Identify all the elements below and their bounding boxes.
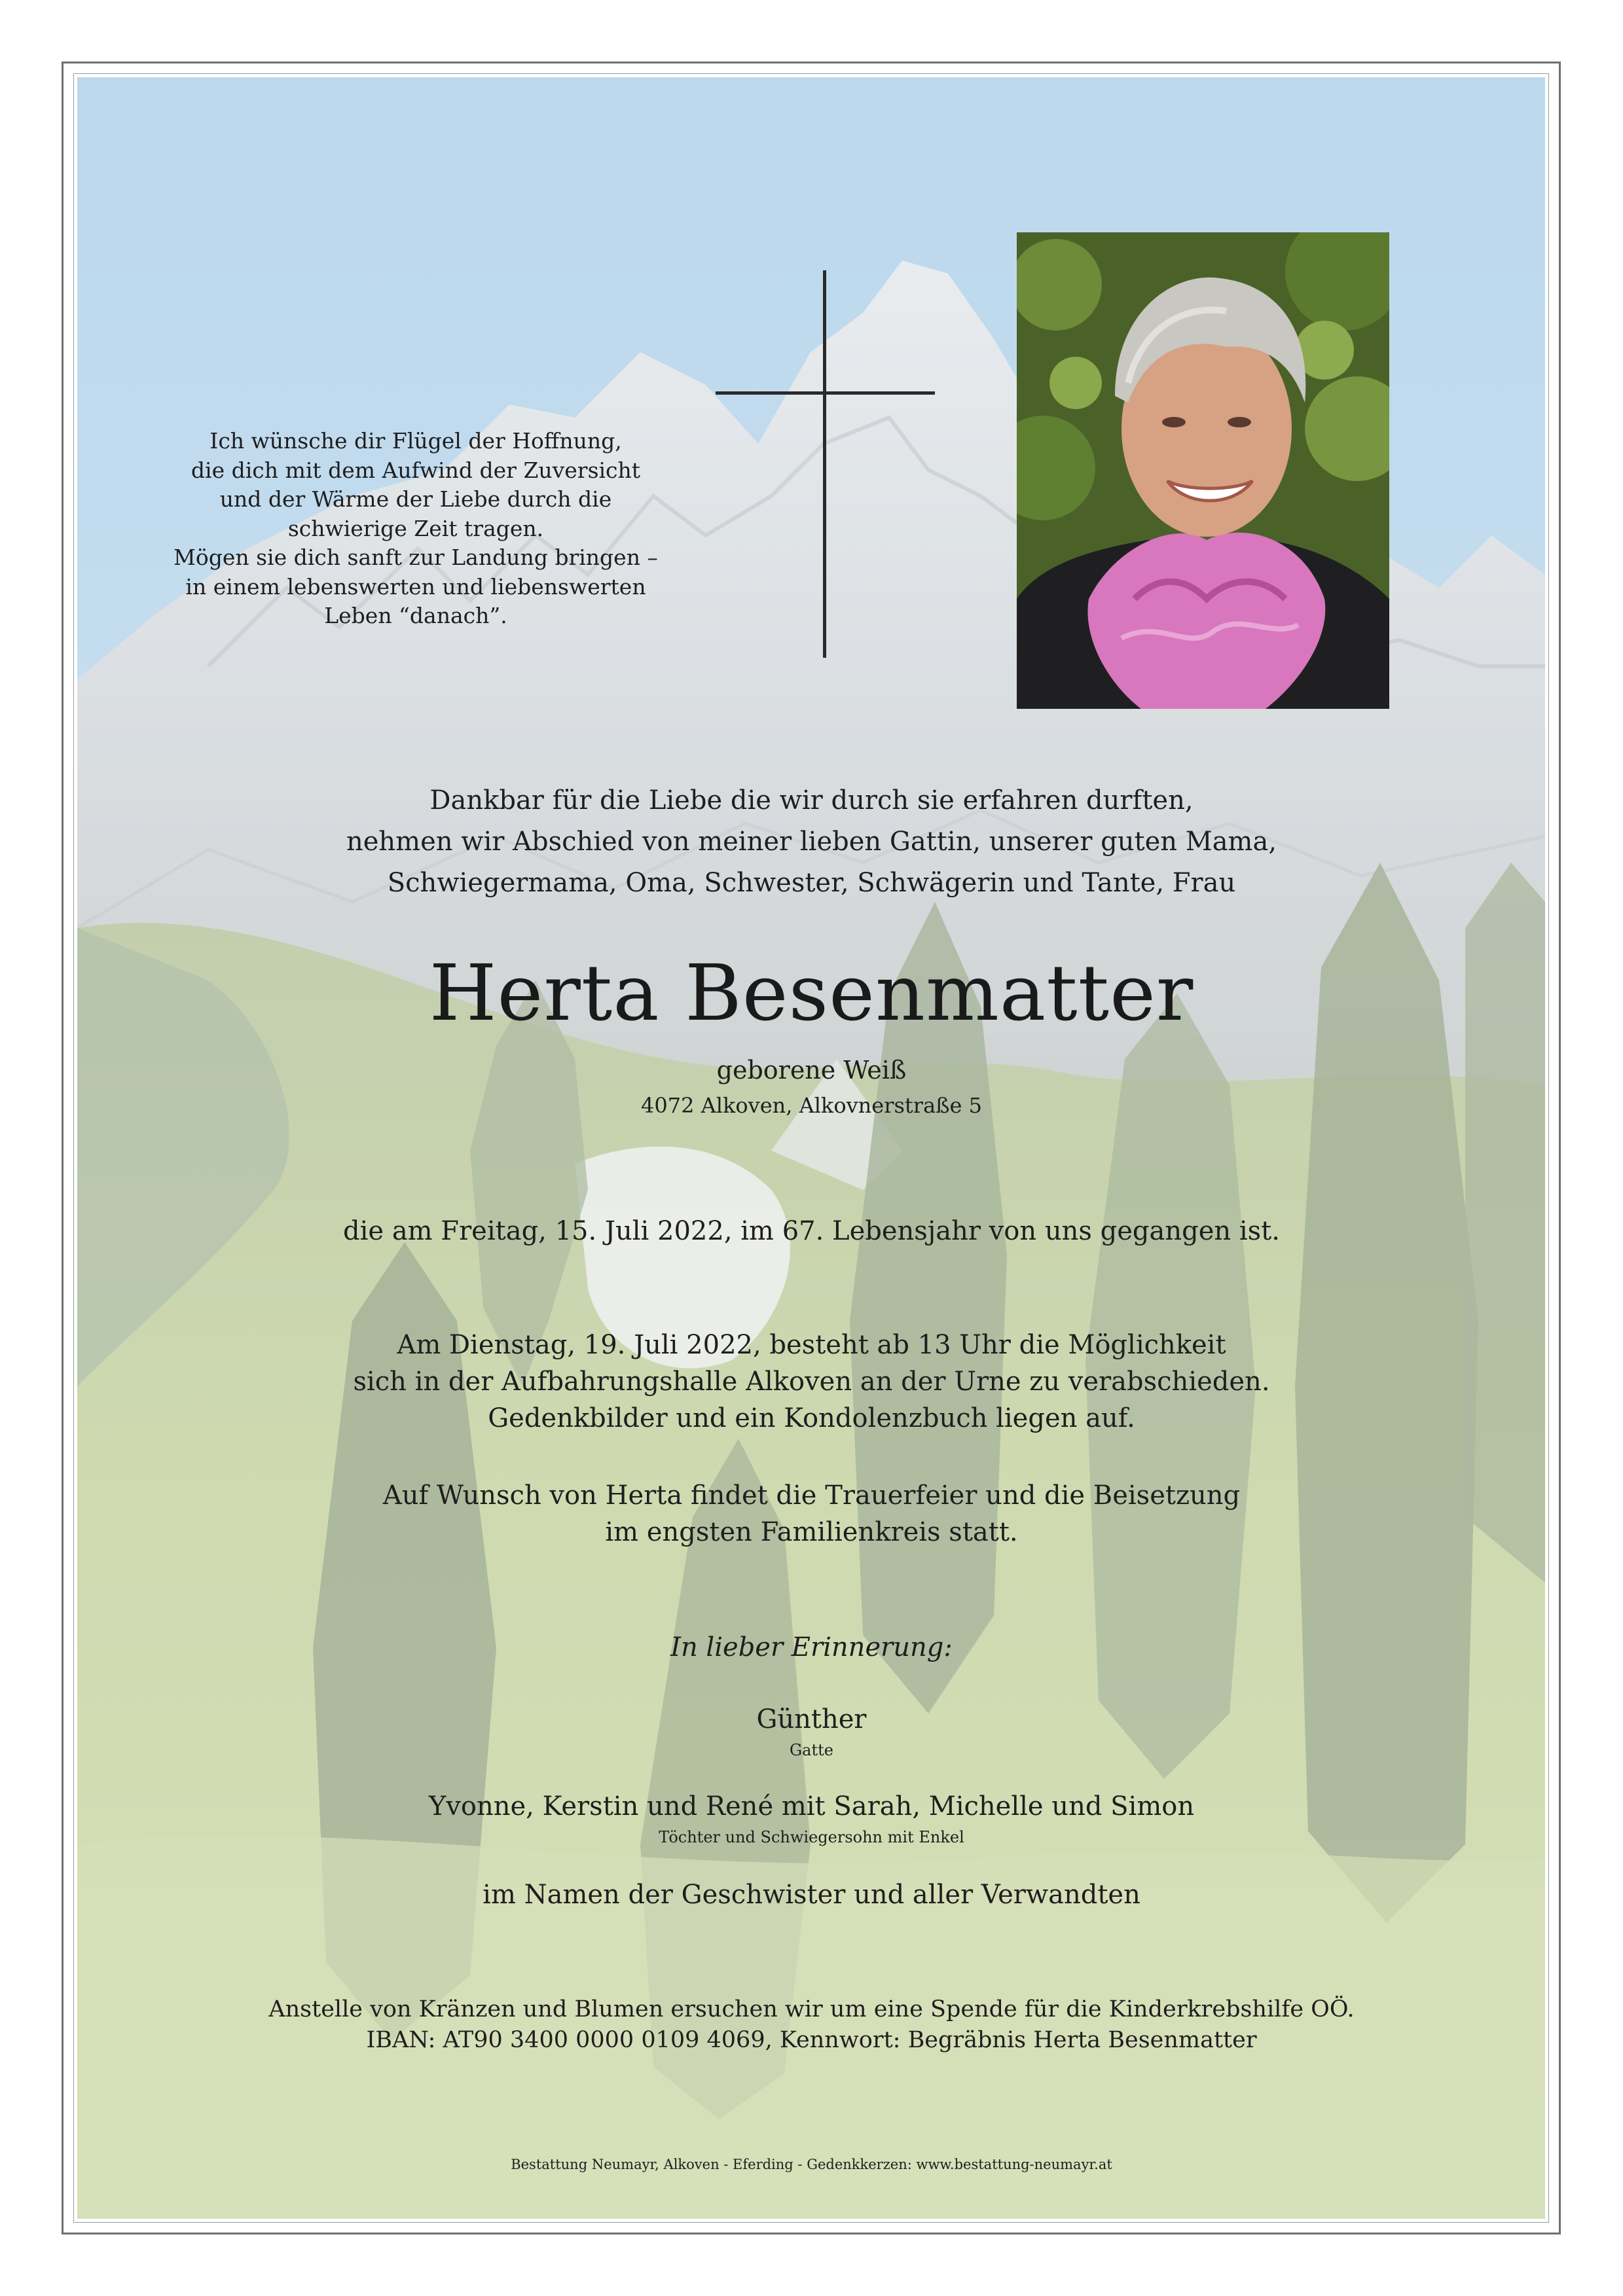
- poem-line: Leben “danach”.: [324, 603, 507, 628]
- poem-line: Ich wünsche dir Flügel der Hoffnung,: [210, 428, 622, 454]
- donation-line: IBAN: AT90 3400 0000 0109 4069, Kennwort: Begräbnis Herta Besenmatter: [366, 2027, 1257, 2053]
- ceremony-line: Auf Wunsch von Herta findet die Trauerfeier und die Beisetzung: [382, 1480, 1241, 1511]
- farewell-line: Am Dienstag, 19. Juli 2022, besteht ab 13 Uhr die Möglichkeit: [397, 1330, 1226, 1360]
- intro-line: Schwiegermama, Oma, Schwester, Schwägerin und Tante, Frau: [387, 868, 1236, 898]
- mourner-relation: Töchter und Schwiegersohn mit Enkel: [659, 1828, 964, 1846]
- remembrance-heading: In lieber Erinnerung:: [670, 1632, 953, 1662]
- farewell-line: Gedenkbilder und ein Kondolenzbuch liegen auf.: [488, 1403, 1135, 1433]
- poem-line: und der Wärme der Liebe durch die: [219, 486, 612, 512]
- deceased-name: Herta Besenmatter: [429, 948, 1194, 1038]
- cross-vertical-bar: [823, 270, 826, 658]
- birth-name: geborene Weiß: [716, 1056, 907, 1085]
- intro-line: Dankbar für die Liebe die wir durch sie erfahren durften,: [429, 785, 1194, 816]
- closing-line: im Namen der Geschwister und aller Verwandten: [483, 1880, 1140, 1910]
- ceremony-line: im engsten Familienkreis statt.: [605, 1517, 1018, 1547]
- poem-block: [137, 427, 694, 631]
- address: 4072 Alkoven, Alkovnerstraße 5: [641, 1093, 982, 1118]
- poem-line: Mögen sie dich sanft zur Landung bringen –: [173, 545, 658, 570]
- mourner-name: Yvonne, Kerstin und René mit Sarah, Michelle und Simon: [428, 1791, 1195, 1821]
- poem-line: die dich mit dem Aufwind der Zuversicht: [191, 457, 641, 483]
- death-notice: die am Freitag, 15. Juli 2022, im 67. Lebensjahr von uns gegangen ist.: [343, 1216, 1280, 1246]
- farewell-line: sich in der Aufbahrungshalle Alkoven an der Urne zu verabschieden.: [353, 1367, 1270, 1397]
- poem-line: schwierige Zeit tragen.: [287, 515, 544, 541]
- footer: Bestattung Neumayr, Alkoven - Eferding - Gedenkkerzen: www.bestattung-neumayr.at: [511, 2157, 1112, 2172]
- mourner-name: Günther: [756, 1704, 867, 1734]
- poem-line: in einem lebenswerten und liebenswerten: [185, 573, 646, 600]
- portrait-photo: [1017, 232, 1389, 709]
- donation-line: Anstelle von Kränzen und Blumen ersuchen wir um eine Spende für die Kinderkrebshilfe OÖ.: [268, 1996, 1355, 2022]
- cross-horizontal-bar: [716, 391, 935, 395]
- mourner-relation: Gatte: [790, 1741, 833, 1759]
- intro-line: nehmen wir Abschied von meiner lieben Gattin, unserer guten Mama,: [346, 827, 1277, 857]
